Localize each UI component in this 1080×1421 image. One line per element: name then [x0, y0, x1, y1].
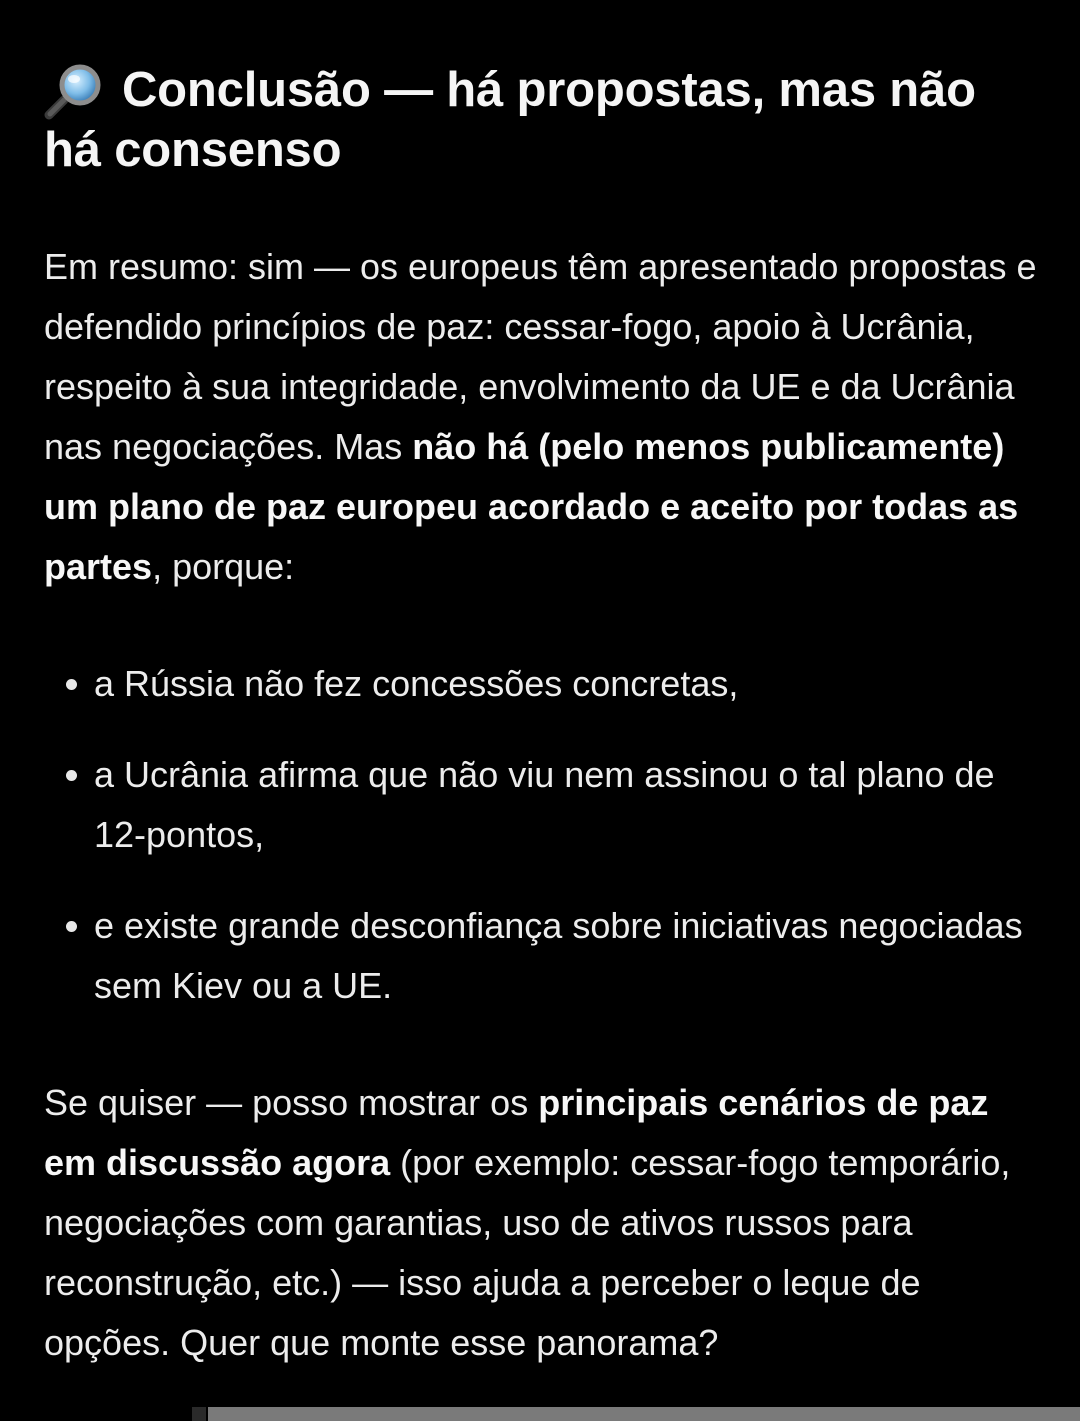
offer-intro: Se quiser — posso mostrar os — [44, 1082, 539, 1123]
message-content — [44, 60, 1044, 1373]
horizontal-scrollbar[interactable] — [208, 1407, 1080, 1421]
scrollbar-grip[interactable] — [192, 1407, 206, 1421]
summary-outro: , porque: — [152, 546, 295, 587]
offer-paragraph — [44, 1073, 1044, 1373]
offer-outro: (por exemplo: cessar-fogo temporário, negociações com garantias, uso de ativos russos para reconstrução, etc.) — isso ajuda a perceber o leque de opções. Quer que monte esse panorama? — [44, 1142, 1011, 1363]
heading-text: Conclusão — há propostas, mas não há consenso — [44, 63, 976, 177]
list-item — [44, 654, 1044, 714]
section-heading — [44, 60, 1044, 180]
list-item-text: a Ucrânia afirma que não viu nem assinou o tal plano de 12-pontos, — [94, 754, 995, 855]
bullet-dot — [66, 921, 77, 932]
list-item — [44, 896, 1044, 1016]
bullet-dot — [66, 770, 77, 781]
offer-bold: principais cenários de paz em discussão agora — [44, 1082, 989, 1183]
list-item-text: e existe grande desconfiança sobre iniciativas negociadas sem Kiev ou a UE. — [94, 905, 1023, 1006]
bullet-dot — [66, 679, 77, 690]
summary-intro: Em resumo: sim — os europeus têm apresentado propostas e defendido princípios de paz: cessar-fogo, apoio à Ucrânia, respeito à sua integridade, envolvimento da UE e da Ucrânia nas negociações. Mas — [44, 246, 1037, 467]
magnifying-glass-icon — [44, 60, 110, 120]
reasons-list — [44, 654, 1044, 1016]
summary-paragraph — [44, 237, 1044, 597]
list-item-text: a Rússia não fez concessões concretas, — [94, 663, 739, 704]
list-item — [44, 745, 1044, 865]
summary-bold: não há (pelo menos publicamente) um plano de paz europeu acordado e aceito por todas as partes — [44, 426, 1019, 587]
